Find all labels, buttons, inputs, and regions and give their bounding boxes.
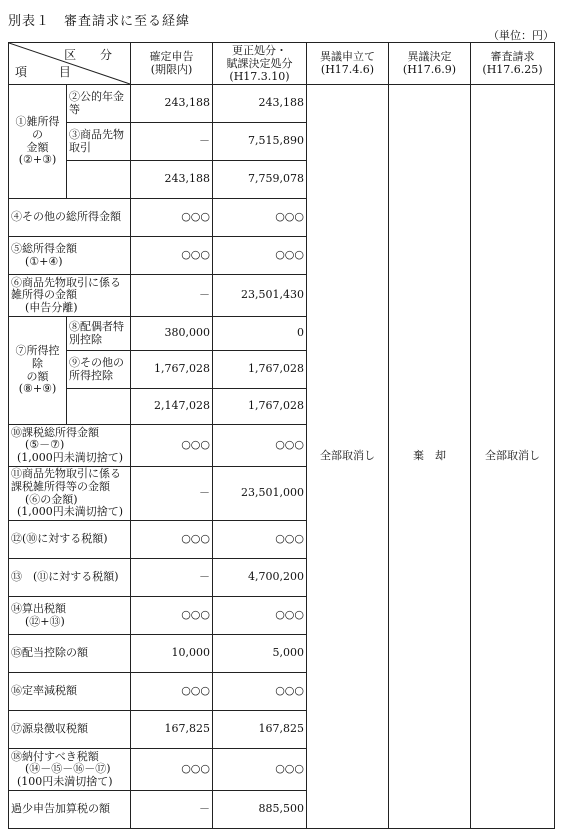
other-deduction-label: ⑨その他の所得控除 [67,351,131,389]
other-deduction-corrected: 1,767,028 [213,351,307,389]
document-title: 別表１ 審査請求に至る経緯 [8,14,191,29]
income-deduction-total-blank [67,389,131,425]
underpayment-penalty-label: 過少申告加算税の額 [9,791,131,829]
header-review-request: 審査請求 (H17.6.25) [471,43,555,85]
futures-trading-initial: － [131,123,213,161]
unit-note: （単位：円） [488,29,554,42]
fixed-rate-reduction-label: ⑯定率減税額 [9,673,131,711]
spouse-deduction-corrected: 0 [213,317,307,351]
objection-result: 全部取消し [307,85,389,829]
calculated-tax-initial: ○○○ [131,597,213,635]
futures-misc-income-label: ⑥商品先物取引に係る 雑所得の金額 (申告分離) [9,275,131,317]
taxable-total-income-initial: ○○○ [131,425,213,467]
taxable-futures-income-corrected: 23,501,000 [213,467,307,521]
header-correction: 更正処分・ 賦課決定処分 (H17.3.10) [213,43,307,85]
public-pension-initial: 243,188 [131,85,213,123]
tax-on-10-initial: ○○○ [131,521,213,559]
review-request-result: 全部取消し [471,85,555,829]
tax-payable-initial: ○○○ [131,749,213,791]
tax-payable-corrected: ○○○ [213,749,307,791]
other-total-income-corrected: ○○○ [213,199,307,237]
header-objection-decision: 異議決定 (H17.6.9) [389,43,471,85]
dividend-credit-corrected: 5,000 [213,635,307,673]
futures-misc-income-corrected: 23,501,430 [213,275,307,317]
objection-decision-result: 棄 却 [389,85,471,829]
tax-on-11-corrected: 4,700,200 [213,559,307,597]
calculated-tax-label: ⑭算出税額 (⑫+⑬) [9,597,131,635]
tax-on-10-label: ⑫(⑩に対する税額) [9,521,131,559]
appeal-history-table [8,42,555,829]
taxable-futures-income-label: ⑪商品先物取引に係る 課税雑所得等の金額 (⑥の金額) (1,000円未満切捨て) [9,467,131,521]
spouse-deduction-label: ⑧配偶者特別控除 [67,317,131,351]
futures-trading-corrected: 7,515,890 [213,123,307,161]
total-income-initial: ○○○ [131,237,213,275]
tax-on-11-initial: － [131,559,213,597]
tax-payable-label: ⑱納付すべき税額 (⑭－⑮－⑯－⑰) (100円未満切捨て) [9,749,131,791]
underpayment-penalty-corrected: 885,500 [213,791,307,829]
tax-on-11-label: ⑬ (⑪に対する税額) [9,559,131,597]
misc-income-total-initial: 243,188 [131,161,213,199]
total-income-corrected: ○○○ [213,237,307,275]
table-row [9,85,555,123]
fixed-rate-reduction-initial: ○○○ [131,673,213,711]
header-initial-return: 確定申告 (期限内) [131,43,213,85]
misc-income-group-label: ①雑所得の 金額 (②+③) [9,85,67,199]
tax-on-10-corrected: ○○○ [213,521,307,559]
taxable-total-income-corrected: ○○○ [213,425,307,467]
income-deduction-total-corrected: 1,767,028 [213,389,307,425]
withholding-tax-label: ⑰源泉徴収税額 [9,711,131,749]
public-pension-corrected: 243,188 [213,85,307,123]
withholding-tax-corrected: 167,825 [213,711,307,749]
misc-income-total-corrected: 7,759,078 [213,161,307,199]
calculated-tax-corrected: ○○○ [213,597,307,635]
futures-misc-income-initial: － [131,275,213,317]
taxable-futures-income-initial: － [131,467,213,521]
public-pension-label: ②公的年金等 [67,85,131,123]
header-corner-cell [9,43,131,85]
header-objection: 異議申立て (H17.4.6) [307,43,389,85]
underpayment-penalty-initial: － [131,791,213,829]
misc-income-total-blank [67,161,131,199]
taxable-total-income-label: ⑩課税総所得金額 (⑤－⑦) (1,000円未満切捨て) [9,425,131,467]
dividend-credit-initial: 10,000 [131,635,213,673]
table-header-row [9,43,555,85]
income-deduction-group-label: ⑦所得控除 の額 (⑧+⑨) [9,317,67,425]
other-deduction-initial: 1,767,028 [131,351,213,389]
withholding-tax-initial: 167,825 [131,711,213,749]
other-total-income-initial: ○○○ [131,199,213,237]
header-corner-item: 項 目 [15,65,85,80]
dividend-credit-label: ⑮配当控除の額 [9,635,131,673]
other-total-income-label: ④その他の総所得金額 [9,199,131,237]
futures-trading-label: ③商品先物取引 [67,123,131,161]
total-income-label: ⑤総所得金額 (①+④) [9,237,131,275]
fixed-rate-reduction-corrected: ○○○ [213,673,307,711]
spouse-deduction-initial: 380,000 [131,317,213,351]
header-corner-category: 区 分 [64,48,122,62]
income-deduction-total-initial: 2,147,028 [131,389,213,425]
